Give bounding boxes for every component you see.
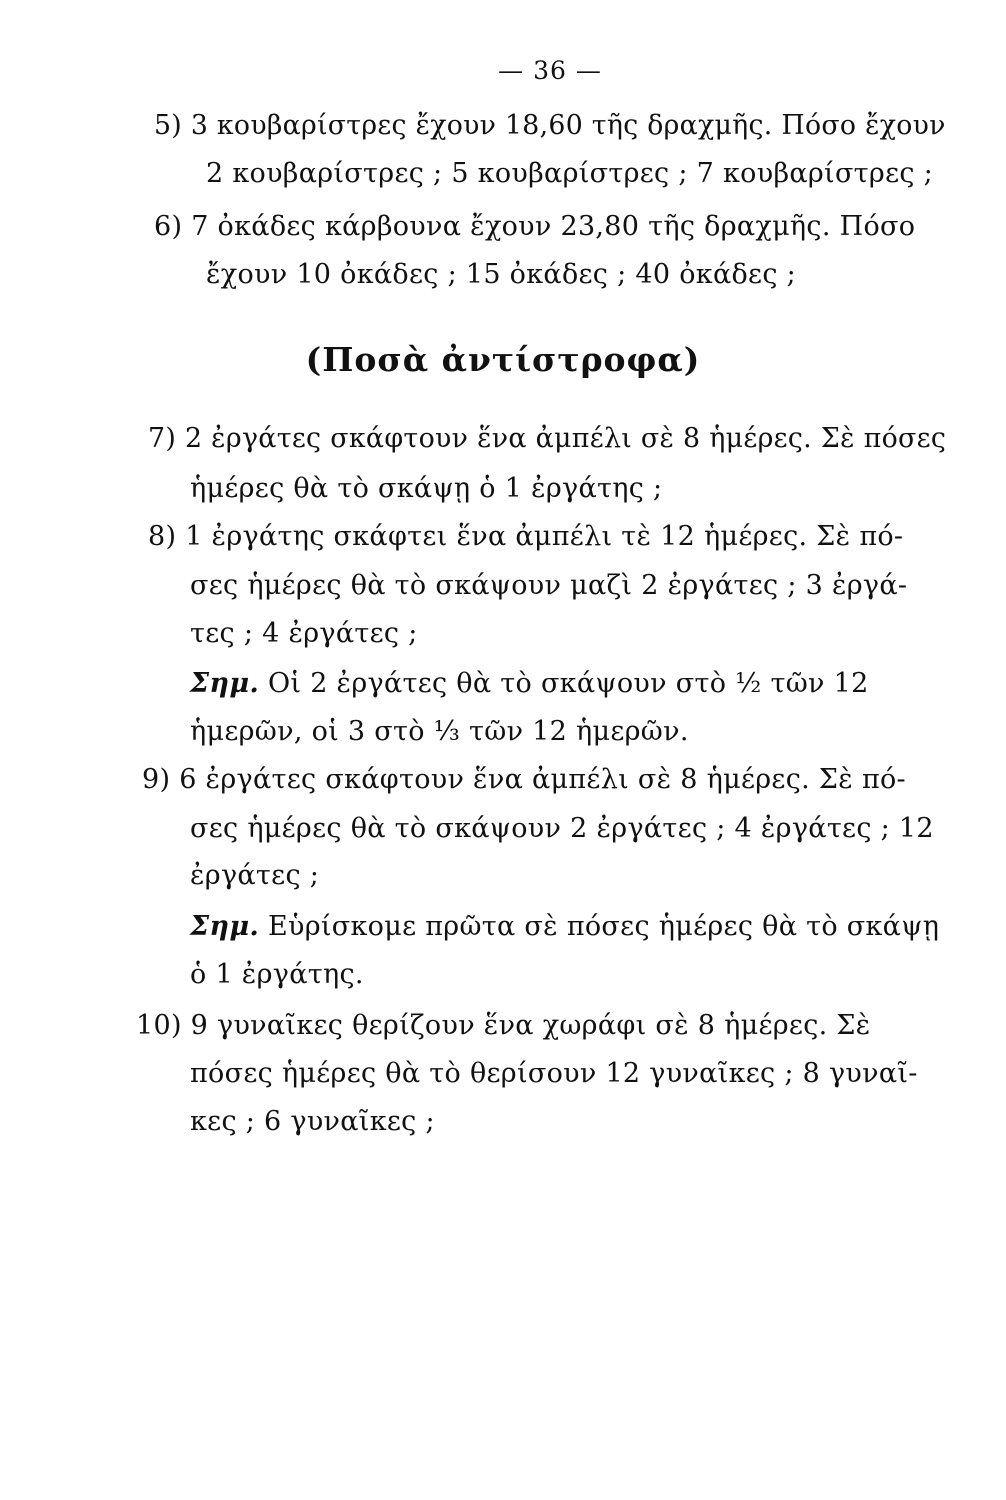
page-number: — 36 — xyxy=(498,56,602,85)
exercise-10-line-1: 10) 9 γυναῖκες θερίζουν ἕνα χωράφι σὲ 8 ἡμέρες. Σὲ xyxy=(136,1010,871,1041)
exercise-9-line-3: ἐργάτες ; xyxy=(190,860,320,891)
note-2-text-1: Εὑρίσκομε πρῶτα σὲ πόσες ἡμέρες θὰ τὸ σκάψῃ xyxy=(267,911,940,942)
exercise-6-line-2: ἔχουν 10 ὀκάδες ; 15 ὀκάδες ; 40 ὀκάδες ; xyxy=(206,259,797,290)
exercise-10-line-2: πόσες ἡμέρες θὰ τὸ θερίσουν 12 γυναῖκες ; 8 γυναῖ- xyxy=(190,1058,918,1089)
note-1-label: Σημ. xyxy=(190,668,260,699)
exercise-9-line-2: σες ἡμέρες θὰ τὸ σκάψουν 2 ἐργάτες ; 4 ἐργάτες ; 12 xyxy=(190,813,934,844)
exercise-7-line-2: ἡμέρες θὰ τὸ σκάψῃ ὁ 1 ἐργάτης ; xyxy=(190,473,663,504)
exercise-5-line-1: 5) 3 κουβαρίστρες ἔχουν 18,60 τῆς δραχμῆς. Πόσο ἔχουν xyxy=(154,110,946,141)
exercise-7-line-1: 7) 2 ἐργάτες σκάφτουν ἕνα ἀμπέλι σὲ 8 ἡμέρες. Σὲ πόσες xyxy=(148,423,947,454)
exercise-6-line-1: 6) 7 ὀκάδες κάρβουνα ἔχουν 23,80 τῆς δραχμῆς. Πόσο xyxy=(154,211,916,242)
section-heading: (Ποσὰ ἀντίστροφα) xyxy=(305,340,701,379)
note-1-line-2: ἡμερῶν, οἱ 3 στὸ ⅓ τῶν 12 ἡμερῶν. xyxy=(190,716,689,747)
exercise-8-line-2: σες ἡμέρες θὰ τὸ σκάψουν μαζὶ 2 ἐργάτες ; 3 ἐργά- xyxy=(190,570,908,601)
exercise-10-line-3: κες ; 6 γυναῖκες ; xyxy=(190,1106,435,1137)
exercise-9-line-1: 9) 6 ἐργάτες σκάφτουν ἕνα ἀμπέλι σὲ 8 ἡμέρες. Σὲ πό- xyxy=(142,764,906,795)
exercise-8-line-3: τες ; 4 ἐργάτες ; xyxy=(190,618,418,649)
note-1-text-1: Οἱ 2 ἐργάτες θὰ τὸ σκάψουν στὸ ½ τῶν 12 xyxy=(267,668,869,699)
note-2-line-1 xyxy=(190,913,939,940)
note-2-line-2: ὁ 1 ἐργάτης. xyxy=(190,959,364,990)
exercise-5-line-2: 2 κουβαρίστρες ; 5 κουβαρίστρες ; 7 κουβαρίστρες ; xyxy=(206,158,934,189)
note-1-line-1 xyxy=(190,670,869,697)
note-2-label: Σημ. xyxy=(190,911,260,942)
exercise-8-line-1: 8) 1 ἐργάτης σκάφτει ἕνα ἀμπέλι τὲ 12 ἡμέρες. Σὲ πό- xyxy=(148,521,904,552)
